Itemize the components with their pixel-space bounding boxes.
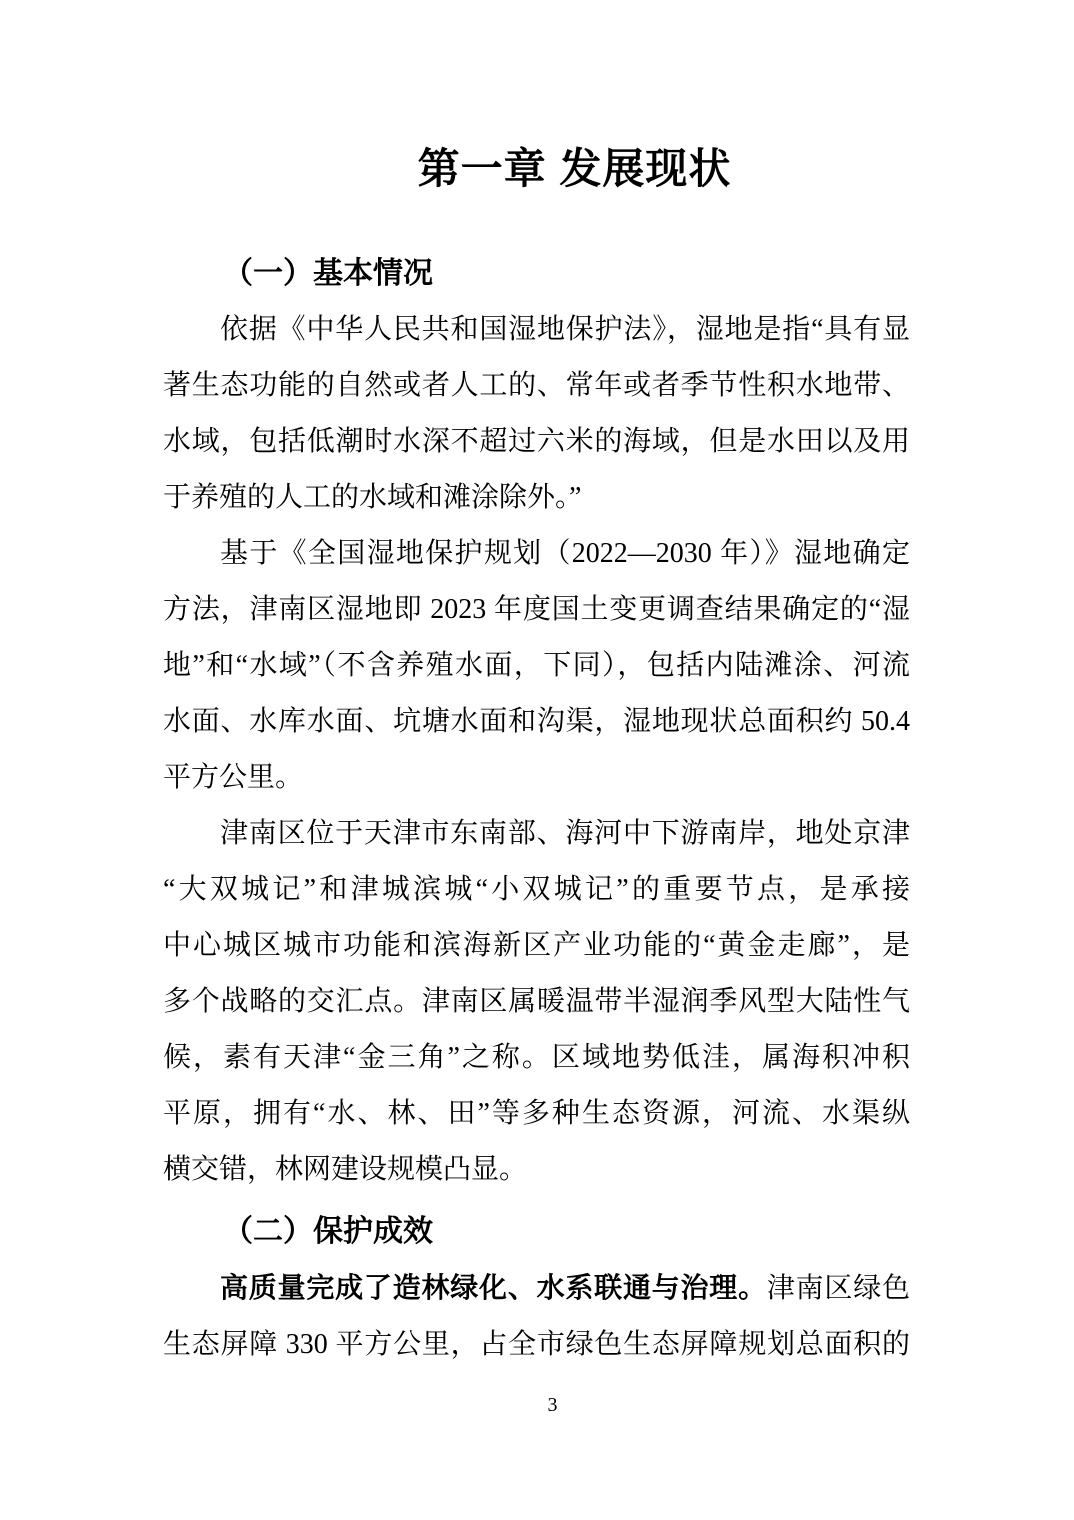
text-run: 津南区绿色 [766, 1273, 910, 1304]
paragraph-green-barrier [163, 1260, 910, 1373]
section-heading-basic-situation: （一）基本情况 [223, 257, 433, 290]
chapter-title: 第一章 发展现状 [417, 145, 732, 192]
text-line: 生态屏障 330 平方公里，占全市绿色生态屏障规划总面积的 [163, 1329, 910, 1360]
text-line: 平原，拥有“水、林、田”等多种生态资源，河流、水渠纵 [163, 1098, 910, 1129]
paragraph-district-location [163, 806, 910, 1198]
text-line: “大双城记”和津城滨城“小双城记”的重要节点，是承接 [163, 874, 910, 905]
text-line: 水面、水库水面、坑塘水面和沟渠，湿地现状总面积约 50.4 [163, 706, 910, 737]
text-line: 于养殖的人工的水域和滩涂除外。” [163, 482, 582, 513]
text-line: 基于《全国湿地保护规划（2022—2030 年）》湿地确定 [220, 538, 910, 569]
paragraph-wetland-definition [163, 302, 910, 526]
text-line: 中心城区城市功能和滨海新区产业功能的“黄金走廊”，是 [163, 930, 910, 961]
paragraph-wetland-area [163, 526, 910, 806]
text-line: 地”和“水域”（不含养殖水面，下同），包括内陆滩涂、河流 [163, 650, 910, 681]
section-heading-protection-results: （二）保护成效 [223, 1215, 433, 1248]
text-line: 依据《中华人民共和国湿地保护法》，湿地是指“具有显 [220, 314, 910, 345]
bold-lead-sentence: 高质量完成了造林绿化、水系联通与治理。 [220, 1272, 767, 1303]
text-line: 横交错，林网建设规模凸显。 [163, 1154, 528, 1185]
text-line: 平方公里。 [163, 762, 304, 793]
text-line: 水域，包括低潮时水深不超过六米的海域，但是水田以及用 [163, 426, 910, 457]
text-line: 方法，津南区湿地即 2023 年度国土变更调查结果确定的“湿 [163, 594, 910, 625]
text-line [163, 1260, 910, 1317]
text-line: 著生态功能的自然或者人工的、常年或者季节性积水地带、 [163, 370, 910, 401]
text-line: 候，素有天津“金三角”之称。区域地势低洼，属海积冲积 [163, 1042, 910, 1073]
page-number: 3 [547, 1394, 558, 1416]
text-line: 多个战略的交汇点。津南区属暖温带半湿润季风型大陆性气 [163, 986, 910, 1017]
text-line: 津南区位于天津市东南部、海河中下游南岸，地处京津 [220, 818, 910, 849]
